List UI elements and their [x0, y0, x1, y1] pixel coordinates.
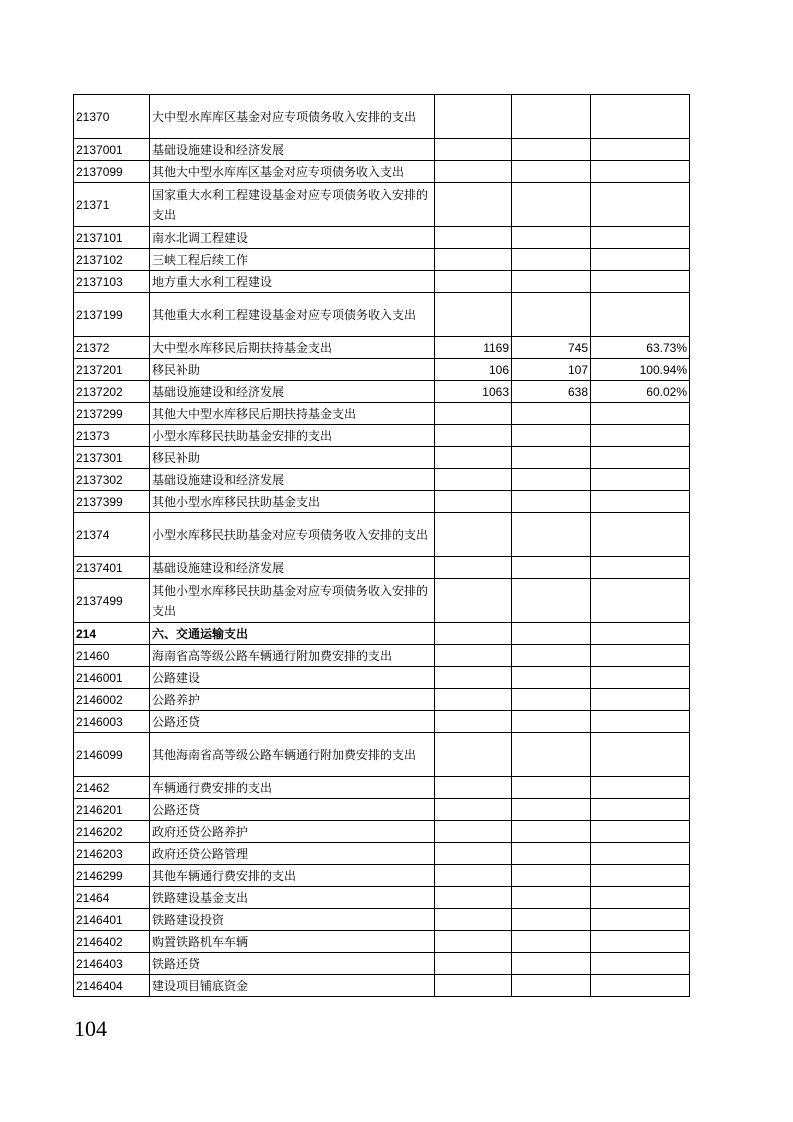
percent-cell — [591, 645, 690, 667]
code-cell: 2137099 — [74, 161, 150, 183]
percent-cell — [591, 733, 690, 777]
actual-value-cell — [512, 733, 591, 777]
table-row — [74, 513, 690, 557]
budget-value-cell — [435, 953, 512, 975]
actual-value-cell: 745 — [512, 337, 591, 359]
table-row — [74, 799, 690, 821]
percent-cell — [591, 711, 690, 733]
actual-value-cell: 107 — [512, 359, 591, 381]
actual-value-cell — [512, 95, 591, 139]
budget-value-cell — [435, 249, 512, 271]
actual-value-cell — [512, 161, 591, 183]
percent-cell: 100.94% — [591, 359, 690, 381]
actual-value-cell — [512, 293, 591, 337]
actual-value-cell — [512, 579, 591, 623]
percent-cell — [591, 293, 690, 337]
code-cell: 21371 — [74, 183, 150, 227]
actual-value-cell — [512, 447, 591, 469]
percent-cell — [591, 689, 690, 711]
table-row — [74, 865, 690, 887]
name-cell: 公路还贷 — [150, 799, 435, 821]
budget-value-cell — [435, 909, 512, 931]
name-cell: 小型水库移民扶助基金对应专项债务收入安排的支出 — [150, 513, 435, 557]
actual-value-cell — [512, 843, 591, 865]
name-cell: 基础设施建设和经济发展 — [150, 557, 435, 579]
name-cell: 铁路建设投资 — [150, 909, 435, 931]
budget-value-cell — [435, 403, 512, 425]
name-cell: 基础设施建设和经济发展 — [150, 139, 435, 161]
name-cell: 其他海南省高等级公路车辆通行附加费安排的支出 — [150, 733, 435, 777]
name-cell: 移民补助 — [150, 359, 435, 381]
actual-value-cell — [512, 909, 591, 931]
table-row — [74, 579, 690, 623]
name-cell: 其他大中型水库移民后期扶持基金支出 — [150, 403, 435, 425]
table-row — [74, 733, 690, 777]
percent-cell — [591, 513, 690, 557]
table-row — [74, 667, 690, 689]
percent-cell — [591, 183, 690, 227]
code-cell: 2146203 — [74, 843, 150, 865]
name-cell: 基础设施建设和经济发展 — [150, 381, 435, 403]
code-cell: 21462 — [74, 777, 150, 799]
actual-value-cell — [512, 271, 591, 293]
budget-value-cell — [435, 183, 512, 227]
table-row — [74, 183, 690, 227]
budget-value-cell — [435, 491, 512, 513]
table-row — [74, 557, 690, 579]
code-cell: 2137499 — [74, 579, 150, 623]
table-row — [74, 491, 690, 513]
table-row — [74, 975, 690, 997]
table-row — [74, 447, 690, 469]
budget-value-cell — [435, 887, 512, 909]
budget-value-cell — [435, 689, 512, 711]
percent-cell — [591, 953, 690, 975]
percent-cell — [591, 227, 690, 249]
budget-value-cell — [435, 623, 512, 645]
name-cell: 国家重大水利工程建设基金对应专项债务收入安排的支出 — [150, 183, 435, 227]
actual-value-cell — [512, 227, 591, 249]
table-row — [74, 843, 690, 865]
name-cell: 其他重大水利工程建设基金对应专项债务收入支出 — [150, 293, 435, 337]
budget-value-cell: 1169 — [435, 337, 512, 359]
actual-value-cell — [512, 557, 591, 579]
budget-value-cell — [435, 777, 512, 799]
percent-cell — [591, 161, 690, 183]
name-cell: 六、交通运输支出 — [150, 623, 435, 645]
budget-value-cell — [435, 447, 512, 469]
table-row — [74, 271, 690, 293]
name-cell: 其他小型水库移民扶助基金支出 — [150, 491, 435, 513]
code-cell: 21374 — [74, 513, 150, 557]
actual-value-cell — [512, 777, 591, 799]
actual-value-cell — [512, 491, 591, 513]
table-row — [74, 227, 690, 249]
code-cell: 2146401 — [74, 909, 150, 931]
page-number: 104 — [74, 1016, 107, 1041]
budget-value-cell — [435, 667, 512, 689]
percent-cell — [591, 469, 690, 491]
percent-cell — [591, 425, 690, 447]
name-cell: 其他车辆通行费安排的支出 — [150, 865, 435, 887]
table-row — [74, 645, 690, 667]
table-row — [74, 381, 690, 403]
code-cell: 21464 — [74, 887, 150, 909]
name-cell: 公路养护 — [150, 689, 435, 711]
code-cell: 2137401 — [74, 557, 150, 579]
name-cell: 铁路建设基金支出 — [150, 887, 435, 909]
percent-cell — [591, 447, 690, 469]
actual-value-cell — [512, 887, 591, 909]
budget-value-cell — [435, 711, 512, 733]
name-cell: 小型水库移民扶助基金安排的支出 — [150, 425, 435, 447]
name-cell: 公路建设 — [150, 667, 435, 689]
code-cell: 2146003 — [74, 711, 150, 733]
actual-value-cell — [512, 799, 591, 821]
actual-value-cell — [512, 623, 591, 645]
code-cell: 2146403 — [74, 953, 150, 975]
budget-value-cell — [435, 161, 512, 183]
percent-cell — [591, 975, 690, 997]
name-cell: 铁路还贷 — [150, 953, 435, 975]
budget-value-cell — [435, 227, 512, 249]
percent-cell: 60.02% — [591, 381, 690, 403]
table-row — [74, 359, 690, 381]
percent-cell — [591, 403, 690, 425]
code-cell: 2146001 — [74, 667, 150, 689]
budget-table — [73, 94, 690, 997]
name-cell: 建设项目铺底资金 — [150, 975, 435, 997]
percent-cell — [591, 95, 690, 139]
budget-value-cell — [435, 579, 512, 623]
name-cell: 海南省高等级公路车辆通行附加费安排的支出 — [150, 645, 435, 667]
percent-cell — [591, 843, 690, 865]
table-row — [74, 623, 690, 645]
code-cell: 2137201 — [74, 359, 150, 381]
name-cell: 基础设施建设和经济发展 — [150, 469, 435, 491]
code-cell: 21373 — [74, 425, 150, 447]
name-cell: 三峡工程后续工作 — [150, 249, 435, 271]
code-cell: 2146402 — [74, 931, 150, 953]
name-cell: 其他小型水库移民扶助基金对应专项债务收入安排的支出 — [150, 579, 435, 623]
name-cell: 移民补助 — [150, 447, 435, 469]
budget-value-cell — [435, 645, 512, 667]
table-row — [74, 249, 690, 271]
percent-cell — [591, 909, 690, 931]
table-row — [74, 95, 690, 139]
actual-value-cell — [512, 425, 591, 447]
percent-cell — [591, 557, 690, 579]
name-cell: 大中型水库库区基金对应专项债务收入安排的支出 — [150, 95, 435, 139]
code-cell: 2146201 — [74, 799, 150, 821]
percent-cell — [591, 271, 690, 293]
name-cell: 其他大中型水库库区基金对应专项债务收入支出 — [150, 161, 435, 183]
actual-value-cell: 638 — [512, 381, 591, 403]
code-cell: 2137399 — [74, 491, 150, 513]
code-cell: 2146002 — [74, 689, 150, 711]
percent-cell: 63.73% — [591, 337, 690, 359]
budget-value-cell — [435, 799, 512, 821]
actual-value-cell — [512, 865, 591, 887]
budget-value-cell — [435, 931, 512, 953]
percent-cell — [591, 579, 690, 623]
table-row — [74, 337, 690, 359]
actual-value-cell — [512, 667, 591, 689]
code-cell: 2146299 — [74, 865, 150, 887]
actual-value-cell — [512, 931, 591, 953]
budget-value-cell — [435, 95, 512, 139]
budget-value-cell: 106 — [435, 359, 512, 381]
budget-value-cell — [435, 139, 512, 161]
actual-value-cell — [512, 689, 591, 711]
actual-value-cell — [512, 403, 591, 425]
code-cell: 2137001 — [74, 139, 150, 161]
actual-value-cell — [512, 513, 591, 557]
percent-cell — [591, 887, 690, 909]
table-row — [74, 777, 690, 799]
code-cell: 21372 — [74, 337, 150, 359]
code-cell: 21370 — [74, 95, 150, 139]
actual-value-cell — [512, 645, 591, 667]
name-cell: 政府还贷公路管理 — [150, 843, 435, 865]
table-row — [74, 403, 690, 425]
code-cell: 2146202 — [74, 821, 150, 843]
percent-cell — [591, 821, 690, 843]
name-cell: 政府还贷公路养护 — [150, 821, 435, 843]
code-cell: 2146099 — [74, 733, 150, 777]
table-row — [74, 887, 690, 909]
name-cell: 公路还贷 — [150, 711, 435, 733]
code-cell: 2137202 — [74, 381, 150, 403]
budget-value-cell — [435, 513, 512, 557]
budget-value-cell — [435, 425, 512, 447]
table-row — [74, 161, 690, 183]
budget-value-cell — [435, 843, 512, 865]
budget-value-cell — [435, 469, 512, 491]
code-cell: 2137103 — [74, 271, 150, 293]
budget-value-cell — [435, 733, 512, 777]
code-cell: 214 — [74, 623, 150, 645]
actual-value-cell — [512, 139, 591, 161]
name-cell: 大中型水库移民后期扶持基金支出 — [150, 337, 435, 359]
name-cell: 地方重大水利工程建设 — [150, 271, 435, 293]
budget-value-cell — [435, 293, 512, 337]
table-row — [74, 469, 690, 491]
code-cell: 2146404 — [74, 975, 150, 997]
table-row — [74, 953, 690, 975]
code-cell: 2137102 — [74, 249, 150, 271]
name-cell: 购置铁路机车车辆 — [150, 931, 435, 953]
table-row — [74, 425, 690, 447]
actual-value-cell — [512, 711, 591, 733]
budget-value-cell — [435, 975, 512, 997]
code-cell: 2137301 — [74, 447, 150, 469]
code-cell: 21460 — [74, 645, 150, 667]
code-cell: 2137302 — [74, 469, 150, 491]
percent-cell — [591, 667, 690, 689]
name-cell: 车辆通行费安排的支出 — [150, 777, 435, 799]
percent-cell — [591, 491, 690, 513]
table-row — [74, 293, 690, 337]
budget-value-cell — [435, 865, 512, 887]
code-cell: 2137199 — [74, 293, 150, 337]
code-cell: 2137101 — [74, 227, 150, 249]
budget-value-cell — [435, 271, 512, 293]
percent-cell — [591, 623, 690, 645]
percent-cell — [591, 865, 690, 887]
table-row — [74, 909, 690, 931]
table-row — [74, 931, 690, 953]
actual-value-cell — [512, 975, 591, 997]
actual-value-cell — [512, 469, 591, 491]
budget-table-body — [74, 95, 690, 997]
percent-cell — [591, 249, 690, 271]
table-row — [74, 711, 690, 733]
code-cell: 2137299 — [74, 403, 150, 425]
name-cell: 南水北调工程建设 — [150, 227, 435, 249]
budget-value-cell: 1063 — [435, 381, 512, 403]
actual-value-cell — [512, 821, 591, 843]
actual-value-cell — [512, 183, 591, 227]
budget-value-cell — [435, 821, 512, 843]
actual-value-cell — [512, 953, 591, 975]
table-row — [74, 689, 690, 711]
table-row — [74, 821, 690, 843]
percent-cell — [591, 799, 690, 821]
percent-cell — [591, 777, 690, 799]
budget-value-cell — [435, 557, 512, 579]
percent-cell — [591, 139, 690, 161]
actual-value-cell — [512, 249, 591, 271]
percent-cell — [591, 931, 690, 953]
table-row — [74, 139, 690, 161]
